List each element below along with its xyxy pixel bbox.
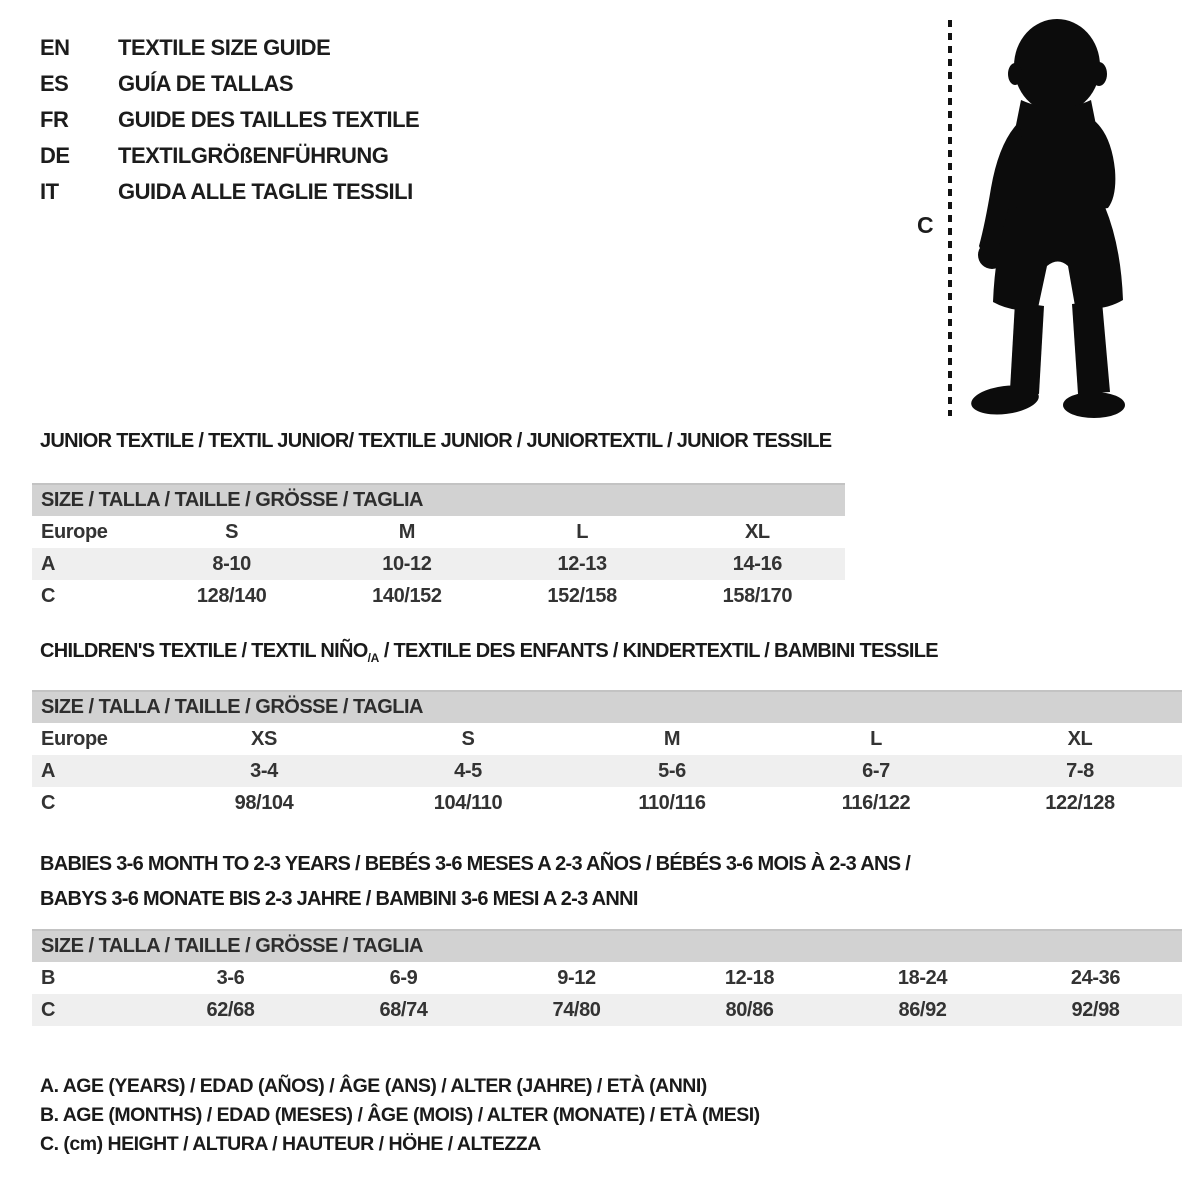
junior-section-title: JUNIOR TEXTILE / TEXTIL JUNIOR/ TEXTILE JUNIOR / JUNIORTEXTIL / JUNIOR TESSILE (40, 430, 832, 452)
table-row-height (32, 580, 845, 612)
table-row-height (32, 787, 1182, 819)
junior-size-table (32, 483, 845, 612)
height-dashed-line (948, 20, 952, 416)
table-row-europe (32, 516, 845, 548)
guide-title-fr: GUIDE DES TAILLES TEXTILE (118, 107, 420, 132)
size-cell: S (225, 520, 239, 543)
children-title-pre: CHILDREN'S TEXTILE / TEXTIL NIÑO (40, 640, 368, 662)
age-cell: 12-13 (557, 552, 607, 575)
age-cell: 10-12 (382, 552, 432, 575)
table-row-age (32, 548, 845, 580)
language-code: FR (40, 107, 69, 132)
junior-size-header: SIZE / TALLA / TAILLE / GRÖSSE / TAGLIA (32, 483, 845, 516)
height-cell: 140/152 (372, 584, 442, 607)
age-cell: 7-8 (1066, 759, 1094, 782)
table-row-age (32, 755, 1182, 787)
row-label: A (41, 759, 56, 782)
children-section-title (40, 640, 938, 665)
language-row-en (40, 30, 419, 66)
height-cell: 86/92 (898, 998, 947, 1021)
language-code: EN (40, 35, 70, 60)
language-row-fr (40, 102, 419, 138)
footnote-age-years: A. AGE (YEARS) / EDAD (AÑOS) / ÂGE (ANS) / ALTER (JAHRE) / ETÀ (ANNI) (40, 1075, 707, 1097)
months-cell: 24-36 (1070, 966, 1121, 989)
height-cell: 92/98 (1071, 998, 1120, 1021)
language-code: IT (40, 179, 59, 204)
age-cell: 6-7 (862, 759, 890, 782)
age-cell: 8-10 (212, 552, 251, 575)
language-row-es (40, 66, 419, 102)
babies-size-table (32, 929, 1182, 1026)
height-cell: 104/110 (433, 791, 503, 814)
footnote-height-cm: C. (cm) HEIGHT / ALTURA / HAUTEUR / HÖHE / ALTEZZA (40, 1133, 541, 1155)
guide-title-de: TEXTILGRÖßENFÜHRUNG (118, 143, 389, 168)
row-label: B (41, 966, 56, 989)
table-row-months (32, 962, 1182, 994)
language-code: ES (40, 71, 69, 96)
row-label: Europe (41, 727, 108, 750)
footnote-age-months: B. AGE (MONTHS) / EDAD (MESES) / ÂGE (MOIS) / ALTER (MONATE) / ETÀ (MESI) (40, 1104, 760, 1126)
size-cell: S (461, 727, 475, 750)
size-cell: XL (744, 520, 770, 543)
height-measure-label: C (917, 212, 934, 238)
toddler-silhouette-icon (963, 14, 1135, 419)
height-cell: 122/128 (1045, 791, 1115, 814)
guide-title-en: TEXTILE SIZE GUIDE (118, 35, 331, 60)
row-label: C (41, 584, 56, 607)
children-size-header: SIZE / TALLA / TAILLE / GRÖSSE / TAGLIA (32, 690, 1182, 723)
age-cell: 3-4 (250, 759, 278, 782)
table-row-europe (32, 723, 1182, 755)
height-cell: 68/74 (379, 998, 428, 1021)
size-cell: XL (1067, 727, 1093, 750)
months-cell: 3-6 (216, 966, 245, 989)
language-row-it (40, 174, 419, 210)
row-label: C (41, 998, 56, 1021)
babies-section-title-line1: BABIES 3-6 MONTH TO 2-3 YEARS / BEBÉS 3-6 MESES A 2-3 AÑOS / BÉBÉS 3-6 MOIS À 2-3 ANS / (40, 853, 911, 875)
size-cell: XS (251, 727, 277, 750)
height-cell: 80/86 (725, 998, 774, 1021)
babies-section-title-line2: BABYS 3-6 MONATE BIS 2-3 JAHRE / BAMBINI 3-6 MESI A 2-3 ANNI (40, 888, 638, 910)
months-cell: 9-12 (557, 966, 596, 989)
language-row-de (40, 138, 419, 174)
row-label: Europe (41, 520, 108, 543)
months-cell: 6-9 (389, 966, 418, 989)
size-cell: M (398, 520, 415, 543)
table-row-height (32, 994, 1182, 1026)
size-cell: M (663, 727, 681, 750)
children-size-table (32, 690, 1182, 819)
row-label: C (41, 791, 56, 814)
height-cell: 128/140 (196, 584, 267, 607)
children-title-post: / TEXTILE DES ENFANTS / KINDERTEXTIL / BAMBINI TESSILE (378, 640, 938, 662)
size-cell: L (870, 727, 882, 750)
age-cell: 5-6 (658, 759, 686, 782)
height-cell: 74/80 (552, 998, 601, 1021)
height-cell: 152/158 (547, 584, 617, 607)
row-label: A (41, 552, 56, 575)
height-cell: 98/104 (234, 791, 294, 814)
legend-footnotes (40, 1072, 760, 1159)
guide-title-it: GUIDA ALLE TAGLIE TESSILI (118, 179, 413, 204)
age-cell: 14-16 (732, 552, 782, 575)
children-title-sub: /A (367, 651, 379, 665)
babies-size-header: SIZE / TALLA / TAILLE / GRÖSSE / TAGLIA (32, 929, 1182, 962)
height-cell: 116/122 (841, 791, 911, 814)
height-cell: 110/116 (638, 791, 706, 814)
height-cell: 158/170 (722, 584, 793, 607)
guide-title-es: GUÍA DE TALLAS (118, 71, 294, 96)
height-cell: 62/68 (206, 998, 255, 1021)
language-code: DE (40, 143, 70, 168)
size-cell: L (576, 520, 589, 543)
months-cell: 12-18 (724, 966, 775, 989)
months-cell: 18-24 (897, 966, 948, 989)
age-cell: 4-5 (454, 759, 482, 782)
language-title-list (40, 30, 419, 210)
